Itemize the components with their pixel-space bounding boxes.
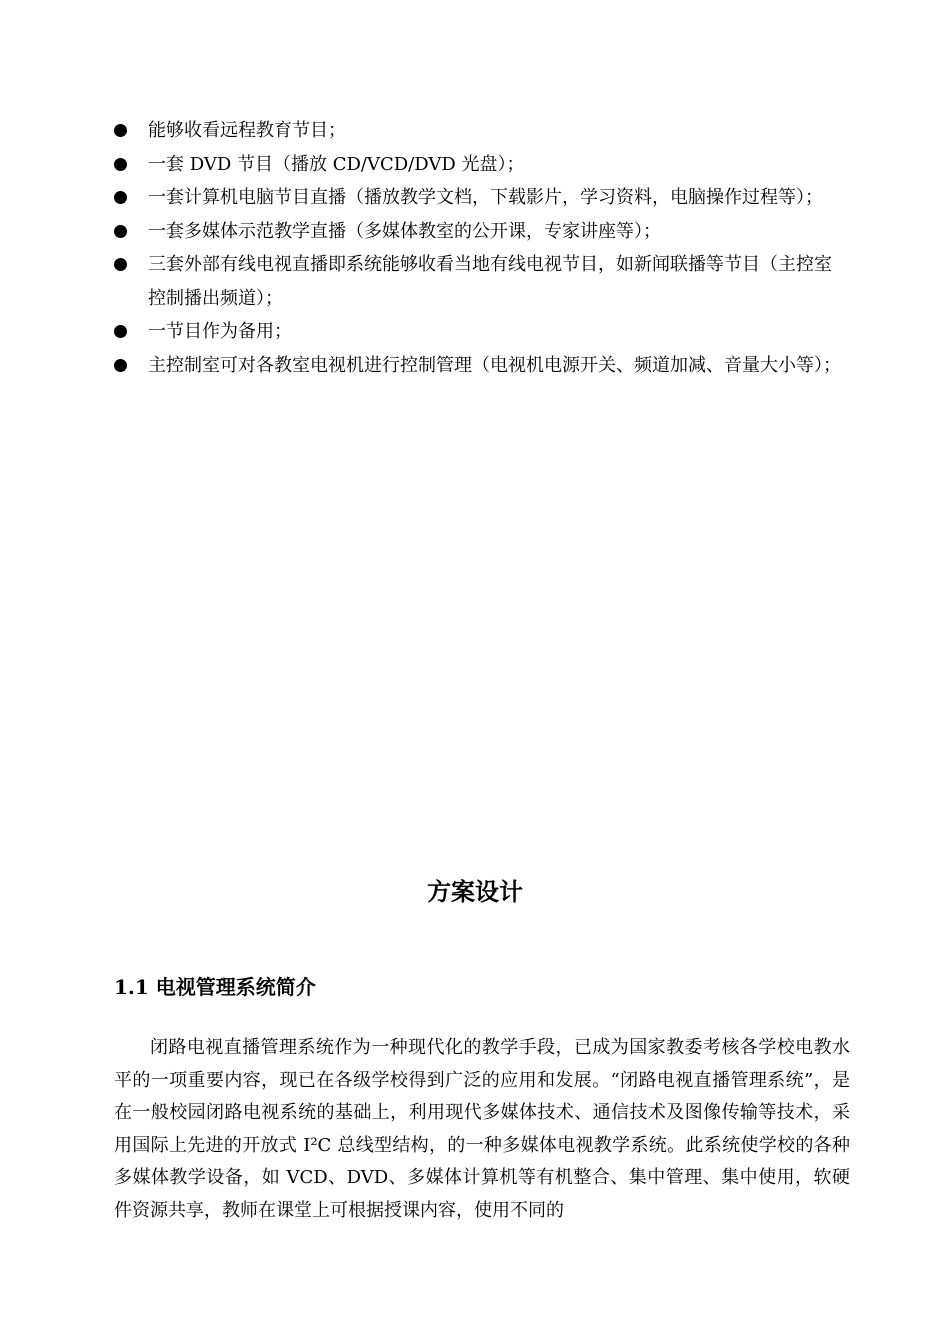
bullet-text: 三套外部有线电视直播即系统能够收看当地有线电视节目，如新闻联播等节目（主控室控制播出频道）； bbox=[148, 254, 832, 309]
bullet-item-dvd-program bbox=[114, 148, 844, 182]
body-paragraph: 闭路电视直播管理系统作为一种现代化的教学手段，已成为国家教委考核各学校电教水平的一项重要内容，现已在各级学校得到广泛的应用和发展。“闭路电视直播管理系统”，是在一般校园闭路电视系统的基础上，利用现代多媒体技术、通信技术及图像传输等技术，采用国际上先进的开放式 I²C 总线型结构，的一种多媒体电视教学系统。此系统使学校的各种多媒体教学设备，如 VCD、DVD、多媒体计算机等有机整合、集中管理、集中使用，软硬件资源共享，教师在课堂上可根据授课内容，使用不同的 bbox=[114, 1037, 850, 1221]
bullet-item-cable-tv bbox=[114, 248, 844, 315]
requirements-bullet-list bbox=[114, 114, 844, 382]
bullet-text: 能够收看远程教育节目； bbox=[148, 120, 346, 141]
section-title: 方案设计 bbox=[427, 877, 523, 906]
bullet-text: 主控制室可对各教室电视机进行控制管理（电视机电源开关、频道加减、音量大小等）； bbox=[148, 354, 841, 376]
bullet-dot-icon bbox=[114, 225, 127, 238]
bullet-text: 一套计算机电脑节目直播（播放教学文档，下载影片，学习资料，电脑操作过程等）； bbox=[148, 187, 823, 208]
bullet-item-multimedia-demo bbox=[114, 215, 844, 249]
bullet-dot-icon bbox=[114, 124, 127, 137]
bullet-text: 一套 DVD 节目（播放 CD/VCD/DVD 光盘）； bbox=[148, 153, 525, 175]
bullet-item-remote-education bbox=[114, 114, 844, 148]
bullet-dot-icon bbox=[114, 158, 127, 171]
bullet-dot-icon bbox=[114, 359, 127, 372]
bullet-dot-icon bbox=[114, 191, 127, 204]
bullet-text: 一套多媒体示范教学直播（多媒体教室的公开课，专家讲座等）； bbox=[148, 220, 661, 242]
bullet-dot-icon bbox=[114, 325, 127, 338]
bullet-item-tv-control bbox=[114, 349, 844, 383]
subsection-title: 1.1 电视管理系统简介 bbox=[114, 975, 316, 999]
bullet-dot-icon bbox=[114, 258, 127, 271]
bullet-item-computer-program bbox=[114, 181, 844, 215]
bullet-text: 一节目作为备用； bbox=[148, 321, 292, 342]
bullet-item-backup-program bbox=[114, 315, 844, 349]
